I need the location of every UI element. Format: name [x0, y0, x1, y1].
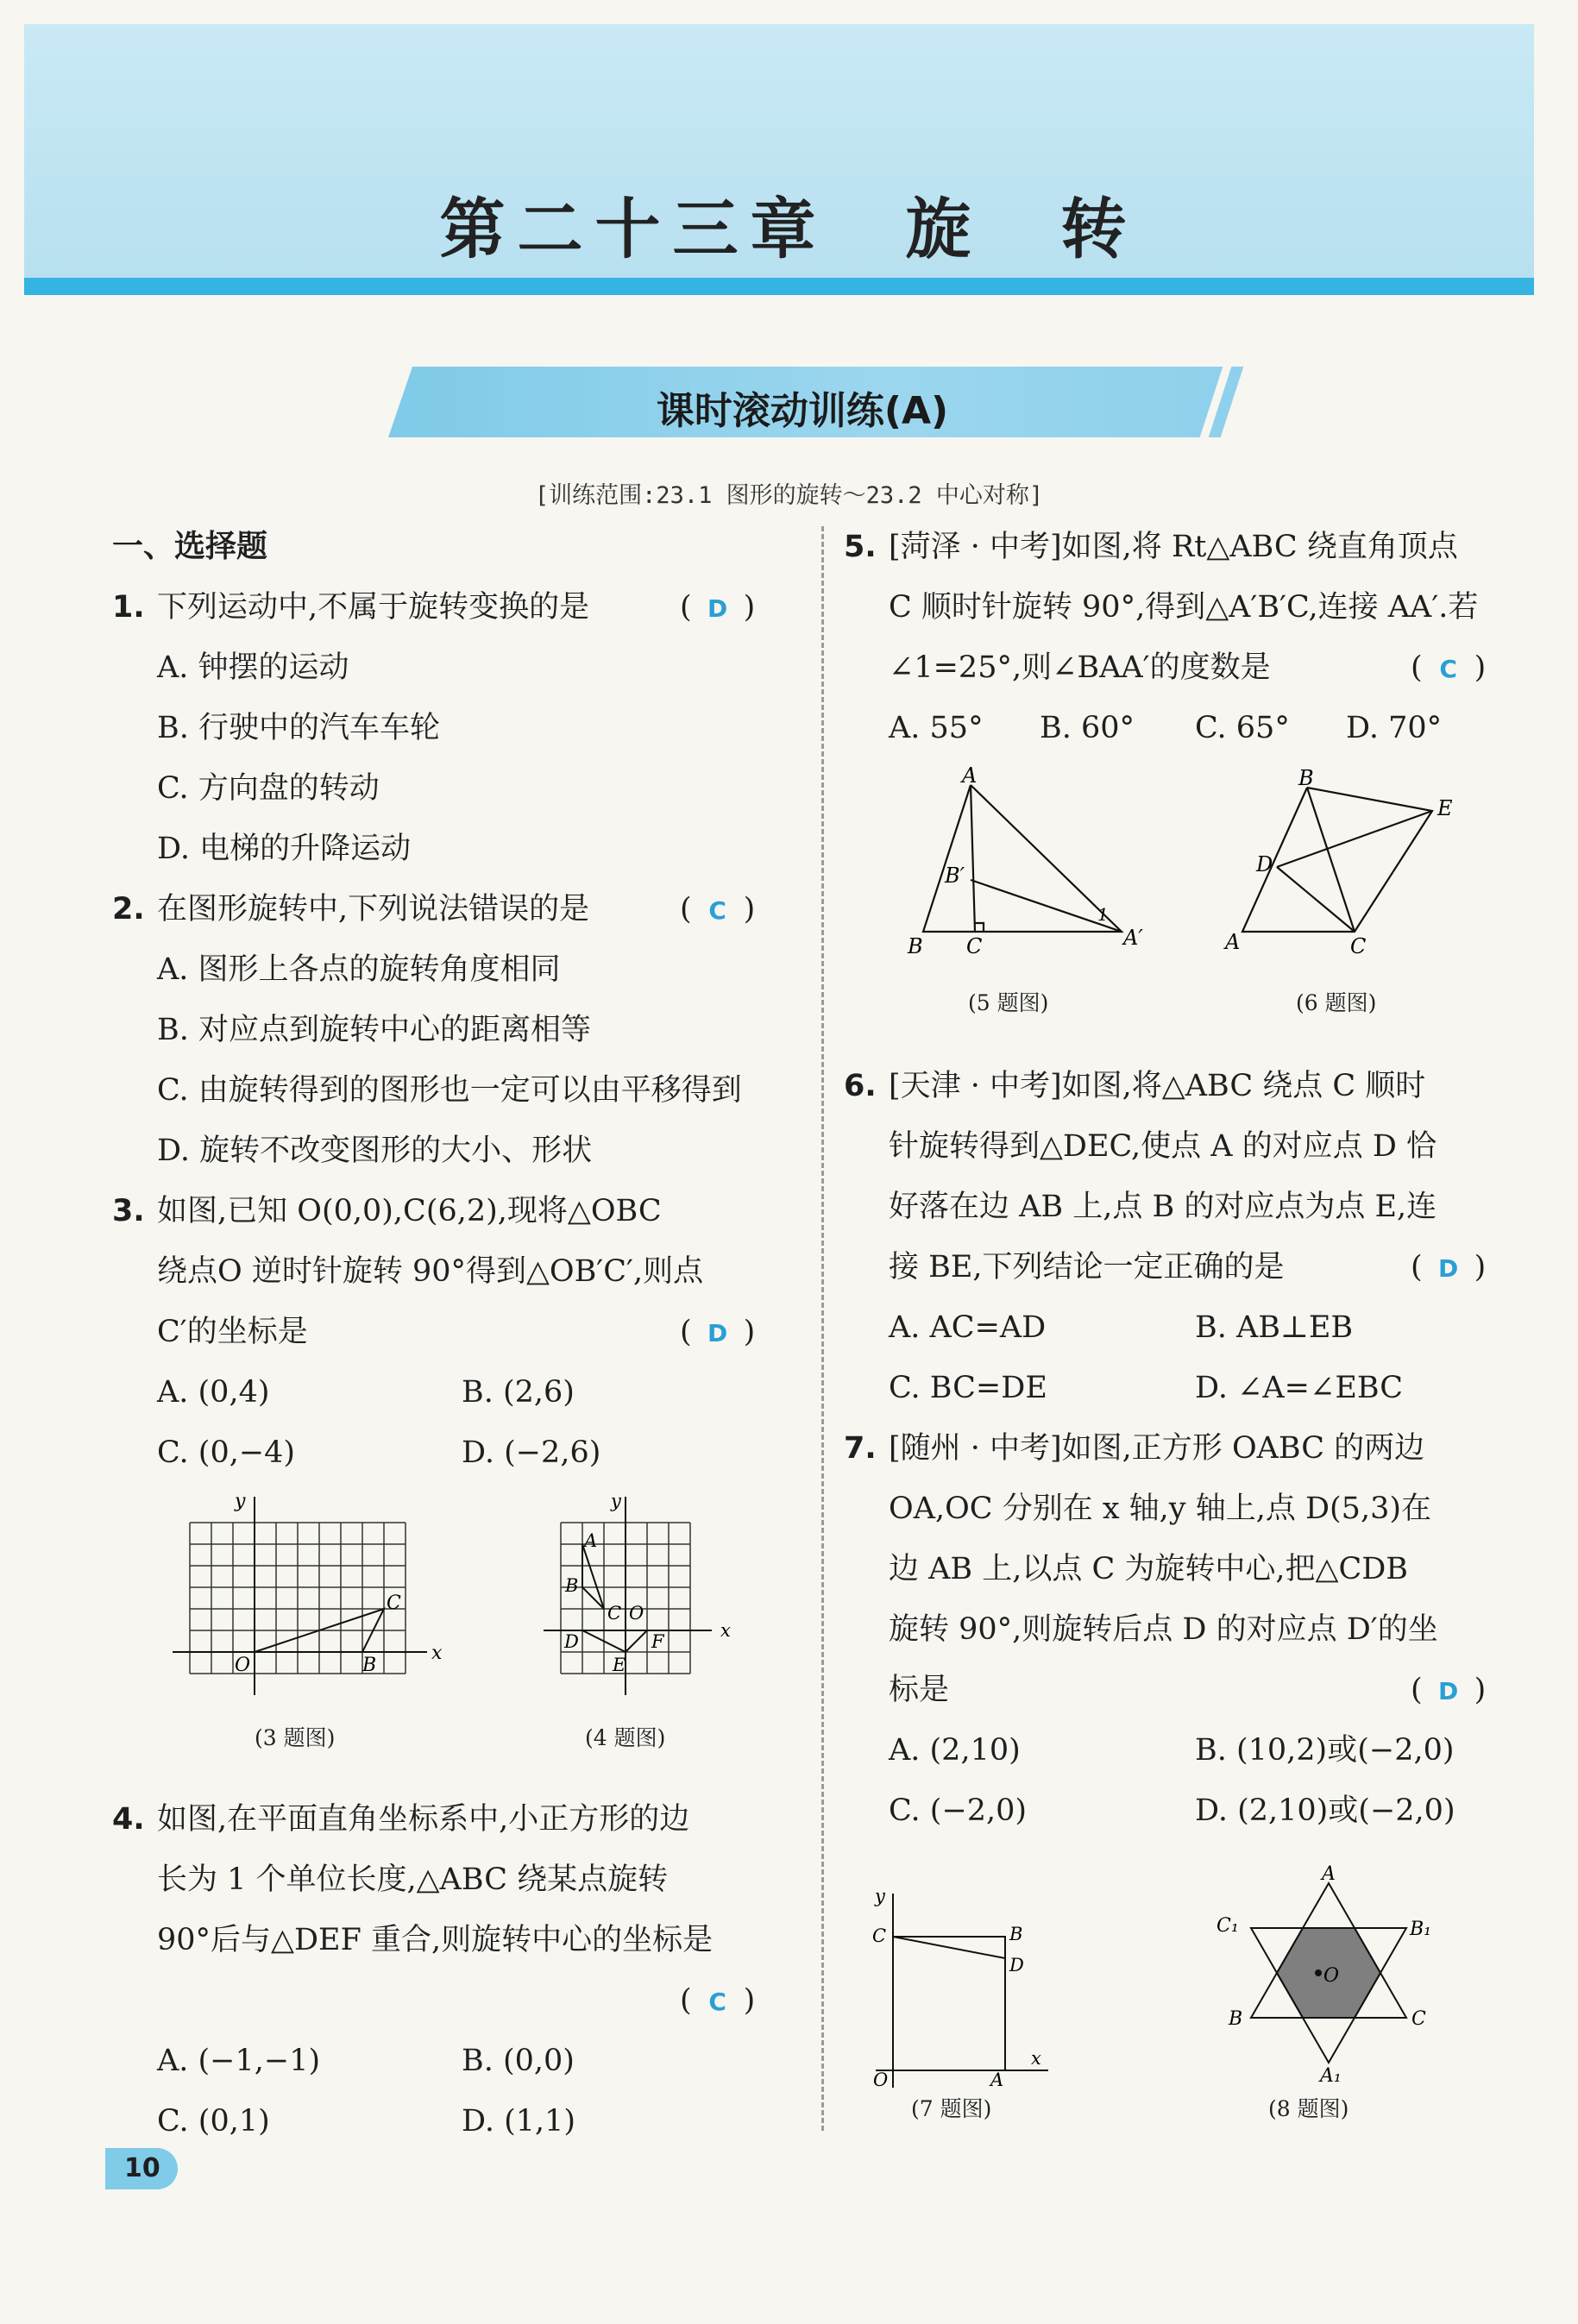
option: B. 行驶中的汽车车轮: [157, 711, 440, 745]
fig4-label-e: E: [613, 1655, 626, 1675]
fig4-label-x: x: [720, 1620, 731, 1641]
fig8-label-b1: B₁: [1410, 1919, 1431, 1940]
figure-4: [544, 1488, 742, 1704]
answer: D: [1438, 1254, 1459, 1283]
fig7-label-o: O: [873, 2070, 889, 2090]
fig4-label-o: O: [629, 1603, 644, 1624]
figure-8-caption: (8 题图): [1268, 2096, 1349, 2121]
option: A. (−1,−1): [157, 2044, 321, 2078]
page-number: 10: [105, 2148, 178, 2189]
figure-7: [863, 1885, 1070, 2092]
answer-box: ( D ): [680, 587, 755, 630]
fig4-label-f: F: [651, 1631, 664, 1652]
fig6-label-a: A: [1225, 930, 1241, 954]
fig4-label-y: y: [611, 1491, 621, 1511]
option: C. BC=DE: [889, 1371, 1047, 1405]
answer: D: [1438, 1677, 1459, 1705]
option: B. (0,0): [462, 2044, 575, 2078]
banner-strip: [24, 278, 1534, 295]
fig3-label-o: O: [235, 1655, 251, 1676]
option: B. AB⊥EB: [1195, 1310, 1354, 1345]
option: B. (2,6): [462, 1375, 575, 1410]
answer: C: [1439, 655, 1457, 683]
fig8-label-a1: A₁: [1320, 2065, 1342, 2087]
fig4-label-d: D: [564, 1631, 579, 1652]
training-range: [训练范围:23.1 图形的旋转～23.2 中心对称]: [534, 482, 1044, 509]
fig7-label-x: x: [1031, 2048, 1041, 2069]
fig8-label-o: O: [1323, 1965, 1340, 1987]
answer-box: ( C ): [680, 889, 755, 932]
figure-6: [1225, 766, 1475, 970]
option: C. 由旋转得到的图形也一定可以由平移得到: [157, 1073, 742, 1108]
option: D. ∠A=∠EBC: [1195, 1371, 1404, 1405]
fig7-label-d: D: [1009, 1955, 1024, 1975]
fig7-label-b: B: [1009, 1924, 1023, 1944]
fig3-label-y: y: [235, 1491, 246, 1512]
fig3-label-b: B: [362, 1655, 377, 1676]
fig4-label-a: A: [584, 1530, 598, 1551]
fig4-label-c: C: [607, 1603, 622, 1624]
option: B. 60°: [1040, 711, 1135, 745]
answer-box: ( C ): [1411, 647, 1486, 690]
answer: C: [708, 1988, 726, 2016]
fig3-label-x: x: [431, 1643, 443, 1664]
option: A. 图形上各点的旋转角度相同: [157, 952, 561, 987]
option: D. (1,1): [462, 2104, 576, 2139]
option: B. 对应点到旋转中心的距离相等: [157, 1013, 591, 1047]
option: D. (−2,6): [462, 1435, 601, 1470]
figure-4-caption: (4 题图): [585, 1725, 666, 1750]
fig6-label-e: E: [1437, 796, 1453, 820]
figure-5-caption: (5 题图): [968, 990, 1049, 1015]
option: B. (10,2)或(−2,0): [1195, 1733, 1455, 1768]
figure-8: [1208, 1863, 1449, 2088]
option: A. (2,10): [889, 1733, 1021, 1768]
chapter-title: 第二十三章 旋 转: [439, 191, 1139, 267]
fig6-label-c: C: [1350, 934, 1367, 958]
figure-3: [173, 1488, 449, 1704]
option: D. 旋转不改变图形的大小、形状: [157, 1134, 593, 1168]
fig7-label-y: y: [875, 1886, 885, 1906]
fig6-label-b: B: [1298, 766, 1314, 790]
answer-box: ( D ): [1411, 1669, 1486, 1712]
answer-box: ( C ): [680, 1980, 755, 2023]
fig5-label-b1: B′: [945, 864, 965, 888]
answer-box: ( D ): [680, 1311, 755, 1354]
answer-box: ( D ): [1411, 1247, 1486, 1290]
fig6-label-d: D: [1256, 852, 1273, 876]
option: A. (0,4): [157, 1375, 270, 1410]
answer: D: [707, 594, 728, 623]
figure-5: [897, 763, 1156, 970]
option: C. (0,1): [157, 2104, 270, 2139]
option: A. 55°: [889, 711, 984, 745]
fig5-label-c: C: [966, 934, 983, 958]
figure-7-caption: (7 题图): [911, 2096, 992, 2121]
figure-3-caption: (3 题图): [255, 1725, 336, 1750]
option: A. AC=AD: [889, 1310, 1047, 1345]
fig8-label-c1: C₁: [1217, 1915, 1239, 1937]
fig5-label-b: B: [908, 934, 923, 958]
section-title: 一、选择题: [112, 529, 268, 564]
fig3-label-c: C: [387, 1592, 401, 1614]
subtitle: 课时滚动训练(A): [656, 389, 949, 433]
column-divider: [821, 526, 824, 2131]
figure-6-caption: (6 题图): [1296, 990, 1377, 1015]
fig8-label-b: B: [1229, 2008, 1243, 2030]
option: C. 65°: [1195, 711, 1290, 745]
fig5-label-1: 1: [1097, 904, 1109, 925]
fig7-label-a: A: [990, 2070, 1004, 2090]
fig5-label-a: A: [962, 763, 978, 788]
option: C. (0,−4): [157, 1435, 296, 1470]
fig4-label-b: B: [565, 1575, 579, 1596]
fig7-label-c: C: [872, 1925, 887, 1946]
option: C. 方向盘的转动: [157, 771, 380, 806]
option: C. (−2,0): [889, 1793, 1028, 1828]
option: A. 钟摆的运动: [157, 650, 349, 685]
fig8-label-c: C: [1411, 2008, 1426, 2030]
answer: D: [707, 1319, 728, 1347]
option: D. (2,10)或(−2,0): [1195, 1793, 1455, 1828]
option: D. 电梯的升降运动: [157, 832, 412, 866]
fig8-label-a: A: [1322, 1863, 1336, 1885]
answer: C: [708, 896, 726, 925]
fig5-label-a1: A′: [1123, 926, 1143, 950]
option: D. 70°: [1346, 711, 1443, 745]
